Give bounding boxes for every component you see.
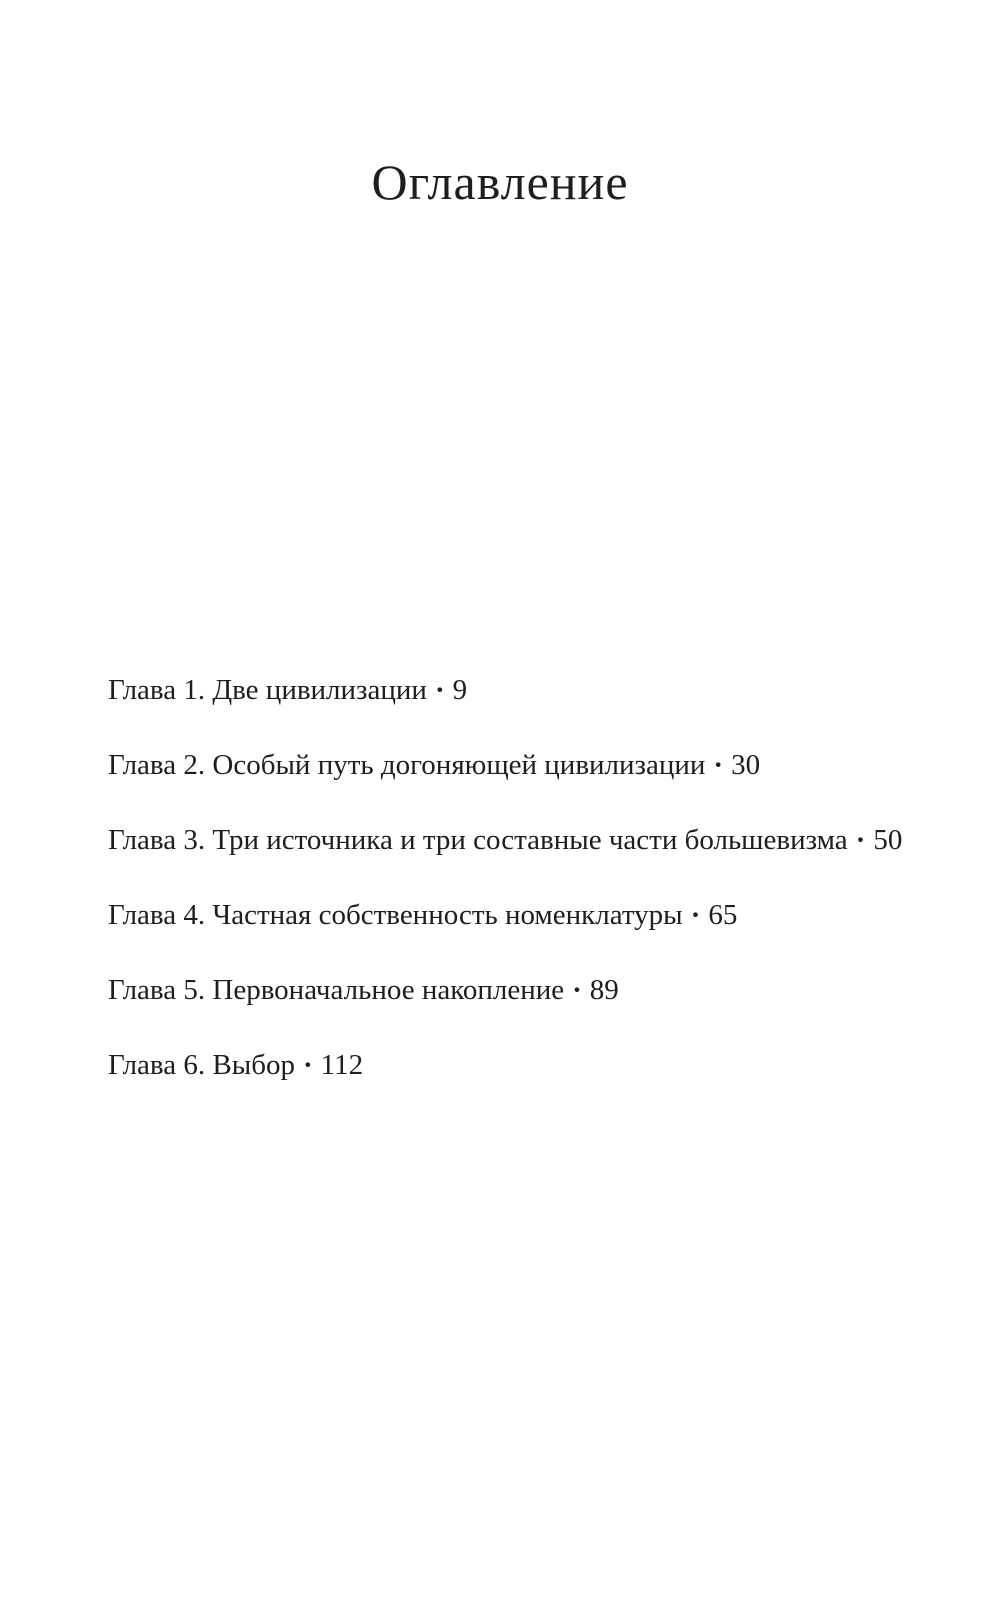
toc-entry-1[interactable] (108, 672, 968, 747)
separator-dot: · (572, 974, 582, 1006)
chapter-page: 30 (731, 749, 761, 781)
toc-title: Оглавление (371, 154, 629, 210)
toc-entry-3[interactable] (108, 822, 968, 897)
table-of-contents (108, 672, 968, 1122)
chapter-page: 89 (589, 974, 619, 1006)
toc-entry-5[interactable] (108, 972, 968, 1047)
separator-dot: · (713, 749, 724, 781)
chapter-label: Глава 5. (108, 974, 206, 1006)
chapter-page: 50 (873, 824, 903, 856)
chapter-title: Выбор (212, 1049, 295, 1081)
chapter-label: Глава 4. (108, 899, 206, 931)
chapter-label: Глава 6. (108, 1049, 206, 1081)
chapter-title: Три источника и три составные части большевизма (212, 824, 848, 856)
toc-entry-4[interactable] (108, 897, 968, 972)
chapter-page: 9 (452, 674, 468, 706)
separator-dot: · (302, 1049, 313, 1081)
separator-dot: · (434, 674, 445, 706)
chapter-page: 65 (708, 899, 738, 931)
chapter-label: Глава 1. (108, 674, 206, 706)
toc-entry-6[interactable] (108, 1047, 968, 1122)
chapter-label: Глава 2. (108, 749, 206, 781)
chapter-title: Первоначальное накопление (212, 974, 565, 1006)
chapter-page: 112 (320, 1049, 364, 1081)
chapter-label: Глава 3. (108, 824, 206, 856)
toc-entry-2[interactable] (108, 747, 968, 822)
chapter-title: Две цивилизации (212, 674, 427, 706)
chapter-title: Частная собственность номенклатуры (212, 899, 683, 931)
separator-dot: · (690, 899, 701, 931)
chapter-title: Особый путь догоняющей цивилизации (212, 749, 706, 781)
separator-dot: · (855, 824, 866, 856)
